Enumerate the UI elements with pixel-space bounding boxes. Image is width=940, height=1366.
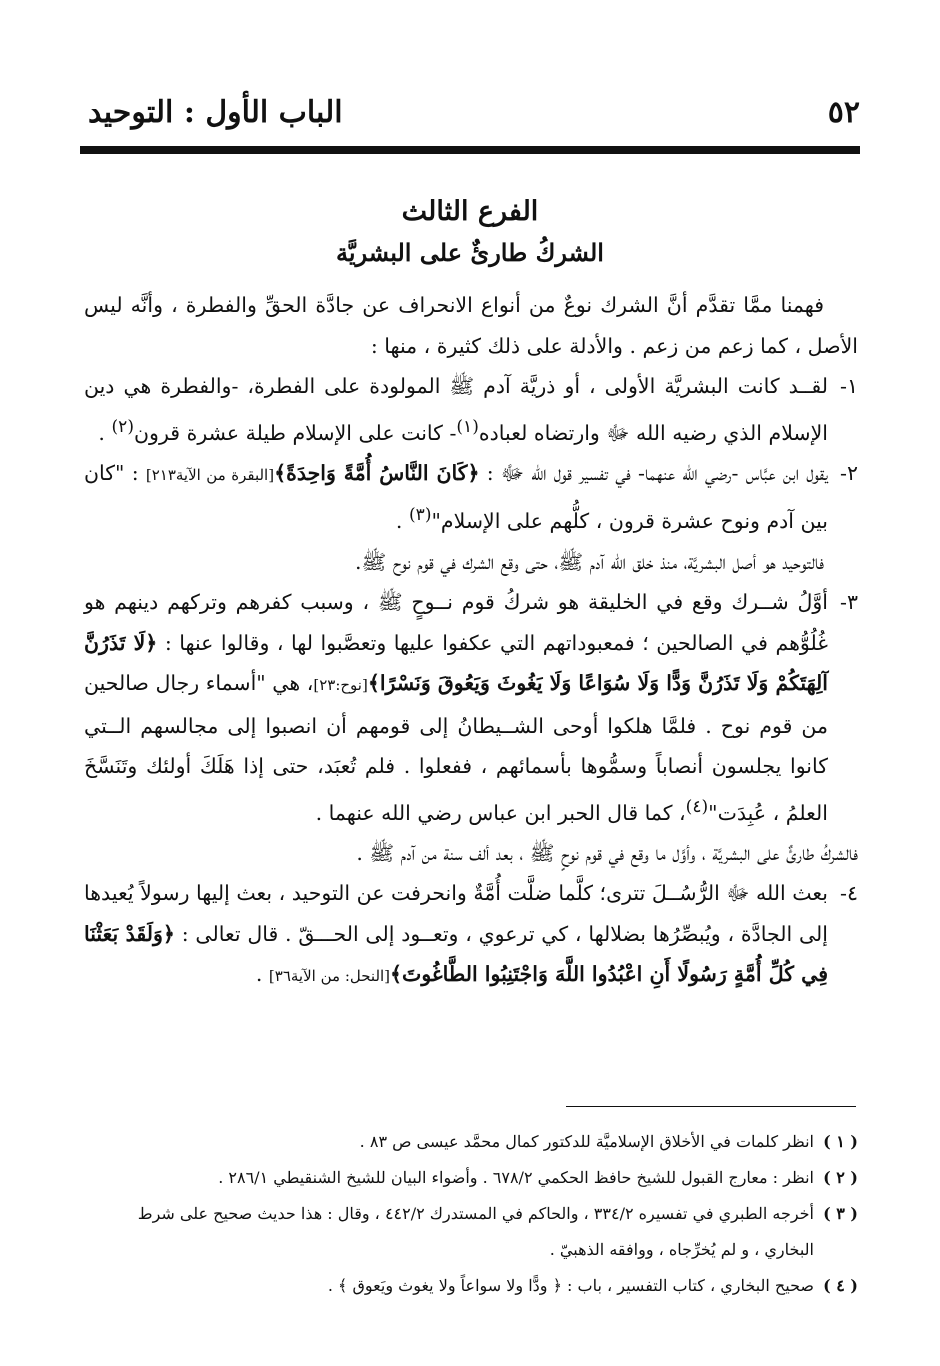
item-number: ٤- bbox=[840, 881, 858, 906]
verse-reference: [نوح:٢٣] bbox=[313, 676, 368, 695]
page-number: ٥٢ bbox=[827, 94, 860, 130]
footnote-text: صحيح البخاري ، كتاب التفسير ، باب : ﴿ ودًّا ولا سواعاً ولا يغوث ويَعوق ﴾ . bbox=[327, 1276, 814, 1295]
conclusion-paragraph: فالشركُ طارئٌ على البشريَّة ، وأوَّل ما وقع في قوم نوحٍ ﷺ ، بعد ألف سنة من آدم ﷺ . bbox=[356, 840, 858, 865]
item-text: يقول ابن عبَّاس -رضي الله عنهما- في تفسير قول الله ﷻ : bbox=[479, 460, 828, 485]
list-item-1 bbox=[84, 366, 858, 453]
item-number: ٢- bbox=[840, 460, 858, 485]
footnote-text: انظر : معارج القبول للشيخ حافظ الحكمي ٦٧٨/٢ . وأضواء البيان للشيخ الشنقيطي ٢٨٦/١ . bbox=[218, 1168, 814, 1187]
footnote-ref-2[interactable]: (٢) bbox=[111, 416, 134, 437]
verse-reference: [النحل: من الآية٣٦] bbox=[268, 967, 391, 986]
footnote-text: أخرجه الطبري في تفسيره ٣٣٤/٢ ، والحاكم في المستدرك ٤٤٢/٢ ، وقال : هذا حديث صحيح على شرط البخاري ، و لم يُخرِّجاه ، ووافقه الذهبيّ . bbox=[137, 1204, 814, 1259]
tawhid-paragraph: فالتوحيد هو أصل البشريَّة، منذ خلق الله آدم ﷺ، حتى وقع الشرك في قوم نوح ﷺ. bbox=[355, 549, 824, 574]
list-item-2 bbox=[84, 453, 858, 542]
page-header bbox=[88, 90, 860, 134]
list-item-4 bbox=[84, 873, 858, 997]
item-text: لقــد كانت البشريَّة الأولى ، أو ذريَّة آدم ﷺ المولودة على الفطرة، -والفطرة هي دين الإسلام الذي رضيه الله ﷻ وارتضاه لعباده bbox=[84, 374, 828, 445]
item-text-middle: : "كان بين آدم ونوح عشرة قرون ، كلُّهم على الإسلام" bbox=[84, 460, 828, 534]
intro-paragraph: فهمنا ممَّا تقدَّم أنَّ الشرك نوعٌ من أنواع الانحراف عن جادَّة الحقِّ والفطرة ، وأنَّه ليس الأصل ، كما زعم من زعم . والأدلة على ذلك كثيرة ، منها : bbox=[84, 293, 858, 358]
header-rule bbox=[80, 146, 860, 154]
quran-verse: ﴿كَانَ النَّاسُ أُمَّةً وَاحِدَةً﴾ bbox=[274, 460, 480, 485]
footnote-number: ( ١ ) bbox=[823, 1132, 858, 1151]
footnote-number: ( ٢ ) bbox=[823, 1168, 858, 1187]
section-title: الفرع الثالث bbox=[401, 196, 539, 227]
quran-verse: ﴿وَلَقَدْ بَعَثْنَا فِي كُلِّ أُمَّةٍ رَسُولًا أَنِ اعْبُدُوا اللَّهَ وَاجْتَنِبُوا الطَّاغُوتَ﴾ bbox=[84, 921, 828, 987]
footnote-text: انظر كلمات في الأخلاق الإسلاميَّة للدكتور كمال محمَّد عيسى ص ٨٣ . bbox=[359, 1132, 814, 1151]
list-item-3 bbox=[84, 582, 858, 833]
item-number: ١- bbox=[840, 374, 858, 398]
footnote-ref-4[interactable]: (٤) bbox=[685, 796, 709, 817]
footnote-number: ( ٣ ) bbox=[823, 1204, 858, 1223]
item-text-middle: ، هي "أسماء رجال صالحين من قوم نوح . فلمَّا هلكوا أوحى الشــيطانُ إلى قومهم أن انصبوا إلى مجالسهم الــتي كانوا يجلسون أنصاباً وسمُّوها بأسمائهم ، ففعلوا . فلم تُعبَد، حتى إذا هَلَكَ أولئك وتَنَسَّخَ العلمُ ، عُبِدَت" bbox=[84, 671, 828, 825]
verse-reference: [البقرة من الآية٢١٣] bbox=[145, 465, 275, 484]
footnote-ref-1[interactable]: (١) bbox=[456, 416, 479, 437]
item-text: بعث الله ﷻ الرُّسُــلَ تترى؛ كلَّما ضلَّت أُمَّةٌ وانحرفت عن التوحيد ، بعث إليها رسولاً يُعيدها إلى الجادَّة ، ويُبصِّرُها بضلالها ، كي ترعوي ، وتعــود إلى الحـــقّ . قال تعالى : bbox=[84, 881, 828, 946]
footnote-2 bbox=[84, 1160, 858, 1196]
footnote-ref-3[interactable]: (٣) bbox=[408, 505, 432, 526]
quran-verse: ﴿لَا تَذَرُنَّ آلِهَتَكُمْ وَلَا تَذَرُنَّ وَدًّا وَلَا سُوَاعًا وَلَا يَغُوثَ وَيَعُوقَ وَنَسْرًا﴾ bbox=[84, 630, 828, 696]
item-text-middle: - كانت على الإسلام طيلة عشرة قرون bbox=[134, 420, 457, 445]
item-text-end: . bbox=[98, 420, 112, 445]
main-text bbox=[84, 285, 858, 997]
footnote-number: ( ٤ ) bbox=[823, 1276, 858, 1295]
footnote-4 bbox=[84, 1268, 858, 1304]
chapter-title: الباب الأول : التوحيد bbox=[88, 94, 343, 130]
item-number: ٣- bbox=[840, 590, 858, 615]
item-text: أوَّلُ شــرك وقع في الخليقة هو شركُ قوم نــوحٍ ﷺ ، وسبب كفرهم وتركهم دينهم هو غُلُوُّهم في الصالحين ؛ فمعبوداتهم التي عكفوا عليها وتعصَّبوا لها ، وقالوا عنها : bbox=[84, 590, 828, 655]
footnote-1 bbox=[84, 1124, 858, 1160]
item-text-end: . bbox=[255, 962, 269, 987]
footnote-3 bbox=[84, 1196, 858, 1268]
item-text-end: ، كما قال الحبر ابن عباس رضي الله عنهما . bbox=[315, 800, 686, 825]
item-text-end: . bbox=[395, 509, 409, 534]
footnotes bbox=[84, 1124, 858, 1304]
footnote-separator bbox=[566, 1106, 856, 1107]
section-subtitle: الشركُ طارئٌ على البشريَّة bbox=[336, 238, 604, 267]
